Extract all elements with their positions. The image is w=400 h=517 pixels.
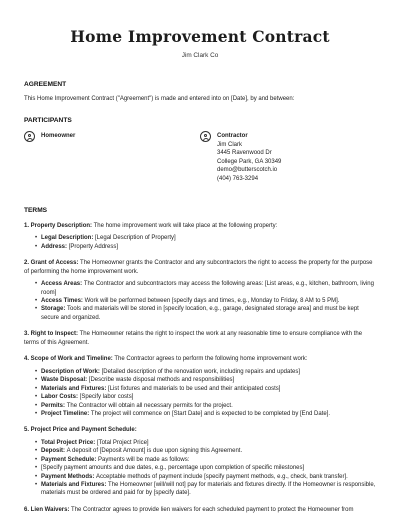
bullet-label: Payment Schedule: [41,456,99,463]
bullet-item [41,481,376,498]
bullet-label: Project Timeline: [41,411,91,417]
bullet-item [41,385,376,393]
term-bullets [24,280,376,322]
bullet-text: [Property Address] [68,243,119,250]
bullet-label: Legal Description: [41,235,96,242]
bullet-text: [List fixtures and materials to be used and their anticipated costs] [108,385,281,392]
term-number: 6. [24,506,31,513]
bullet-label: Waste Disposal: [41,377,89,384]
bullet-label: Total Project Price: [41,440,97,446]
bullet-text: [Total Project Price] [96,440,149,446]
term-item [24,330,376,347]
term-paragraph [24,506,376,515]
term-item [24,259,376,322]
bullet-label: Address: [41,243,69,250]
bullet-text: [Legal Description of Property] [95,235,176,242]
homeowner-role: Homeowner [41,133,76,139]
agreement-text: This Home Improvement Contract ("Agreement") is made and entered into on [Date], by and between: [24,96,295,102]
term-text: The Contractor agrees to provide lien waivers for each scheduled payment to protect the Homeowner from [69,506,354,513]
bullet-label: Description of Work: [41,368,102,375]
bullet-label: Materials and Fixtures: [41,482,109,489]
bullet-label: Access Times: [41,297,85,304]
person-icon [200,131,211,142]
bullet-text: Work will be performed between [specify days and times, e.g., Monday to Friday, 8 AM to 5 PM]. [84,297,340,304]
bullet-label: Deposit: [41,448,67,455]
bullet-label: Permits: [41,402,67,409]
term-title: Grant of Access: [30,259,79,266]
term-paragraph [24,330,376,347]
term-number: 4. [24,356,31,363]
bullet-item [41,368,376,376]
term-number: 2. [24,259,31,266]
term-title: Project Price and Payment Schedule: [30,427,137,434]
bullet-label: Labor Costs: [41,394,80,401]
bullet-item [41,439,376,447]
bullet-text: Payments will be made as follows: [98,456,190,463]
homeowner-party [24,132,199,184]
bullet-item [41,473,376,481]
bullet-item [41,243,376,251]
term-paragraph [24,426,376,435]
bullet-text: The Contractor and subcontractors may access the following areas: [List areas, e.g., kitchen, bathroom, living room] [41,281,374,296]
term-paragraph [24,355,376,364]
bullet-label: Access Areas: [41,281,84,288]
bullet-item [41,305,376,322]
bullet-label: Storage: [41,306,68,313]
contractor-email: demo@butterscotch.io [217,167,278,174]
term-paragraph [24,222,376,231]
term-bullets [24,234,376,251]
bullet-text: The project will commence on [Start Date] and is expected to be completed by [End Date]. [90,411,331,417]
bullet-text: [Specify labor costs] [79,394,134,401]
bullet-text: Tools and materials will be stored in [specify location, e.g., garage, designated storage area] and must be kept secure and organized. [41,306,359,321]
term-text: The home improvement work will take place at the following property: [92,222,278,229]
bullet-item [41,393,376,401]
bullet-item [41,464,376,472]
terms-heading: TERMS [24,206,48,214]
bullet-item [41,297,376,305]
bullet-label: Payment Methods: [41,473,97,480]
bullet-item [41,234,376,242]
term-title: Lien Waivers: [30,506,70,513]
bullet-text: [Specify payment amounts and due dates, e.g., percentage upon completion of specific milestones] [41,465,305,472]
participants-heading: PARTICIPANTS [24,117,72,124]
term-title: Property Description: [30,222,93,229]
term-item [24,222,376,251]
bullet-text: Acceptable methods of payment include [specify payment methods, e.g., check, bank transfer]. [96,473,348,480]
contractor-city: College Park, GA 30349 [217,158,282,165]
contractor-name: Jim Clark [217,141,242,148]
terms-list [24,222,376,515]
term-text: The Homeowner retains the right to inspect the work at any reasonable time to ensure compliance with the terms of this Agreement. [24,331,363,346]
term-title: Scope of Work and Timeline: [30,356,113,363]
bullet-text: A deposit of [Deposit Amount] is due upon signing this Agreement. [66,448,243,455]
bullet-item [41,402,376,410]
term-item [24,355,376,418]
bullet-text: [Detailed description of the renovation work, including repairs and updates] [101,368,301,375]
contractor-role: Contractor [217,133,248,139]
term-number: 5. [24,427,31,434]
bullet-item [41,376,376,384]
document-title: Home Improvement Contract [70,27,330,46]
document-subtitle: Jim Clark Co [181,52,219,59]
contractor-phone: (404) 763-3294 [217,175,259,182]
term-title: Right to Inspect: [30,331,79,338]
term-item [24,506,376,515]
term-text: The Homeowner grants the Contractor and any subcontractors the right to access the property for the purpose of performing the home improvement work. [24,259,373,275]
contractor-party [200,132,375,184]
bullet-text: The Homeowner [will/will not] pay for materials and fixtures directly. If the Homeowner is responsible, materials must be ordered and paid for by [specify date]. [41,482,376,497]
term-text: The Contractor agrees to perform the following home improvement work: [112,356,308,363]
bullet-label: Materials and Fixtures: [41,385,109,392]
person-icon [24,131,35,142]
bullet-item [41,410,376,418]
bullet-item [41,456,376,464]
bullet-text: The Contractor will obtain all necessary permits for the project. [66,402,233,409]
contractor-street: 3445 Ravenwood Dr [217,150,272,157]
agreement-heading: AGREEMENT [24,81,67,88]
bullet-item [41,280,376,297]
term-number: 3. [24,331,31,338]
term-bullets [24,439,376,498]
term-paragraph [24,259,376,276]
bullet-text: [Describe waste disposal methods and responsibilities] [88,377,235,384]
participants-block [24,132,376,184]
term-bullets [24,368,376,418]
term-item [24,426,376,497]
term-number: 1. [24,222,31,229]
bullet-item [41,447,376,455]
